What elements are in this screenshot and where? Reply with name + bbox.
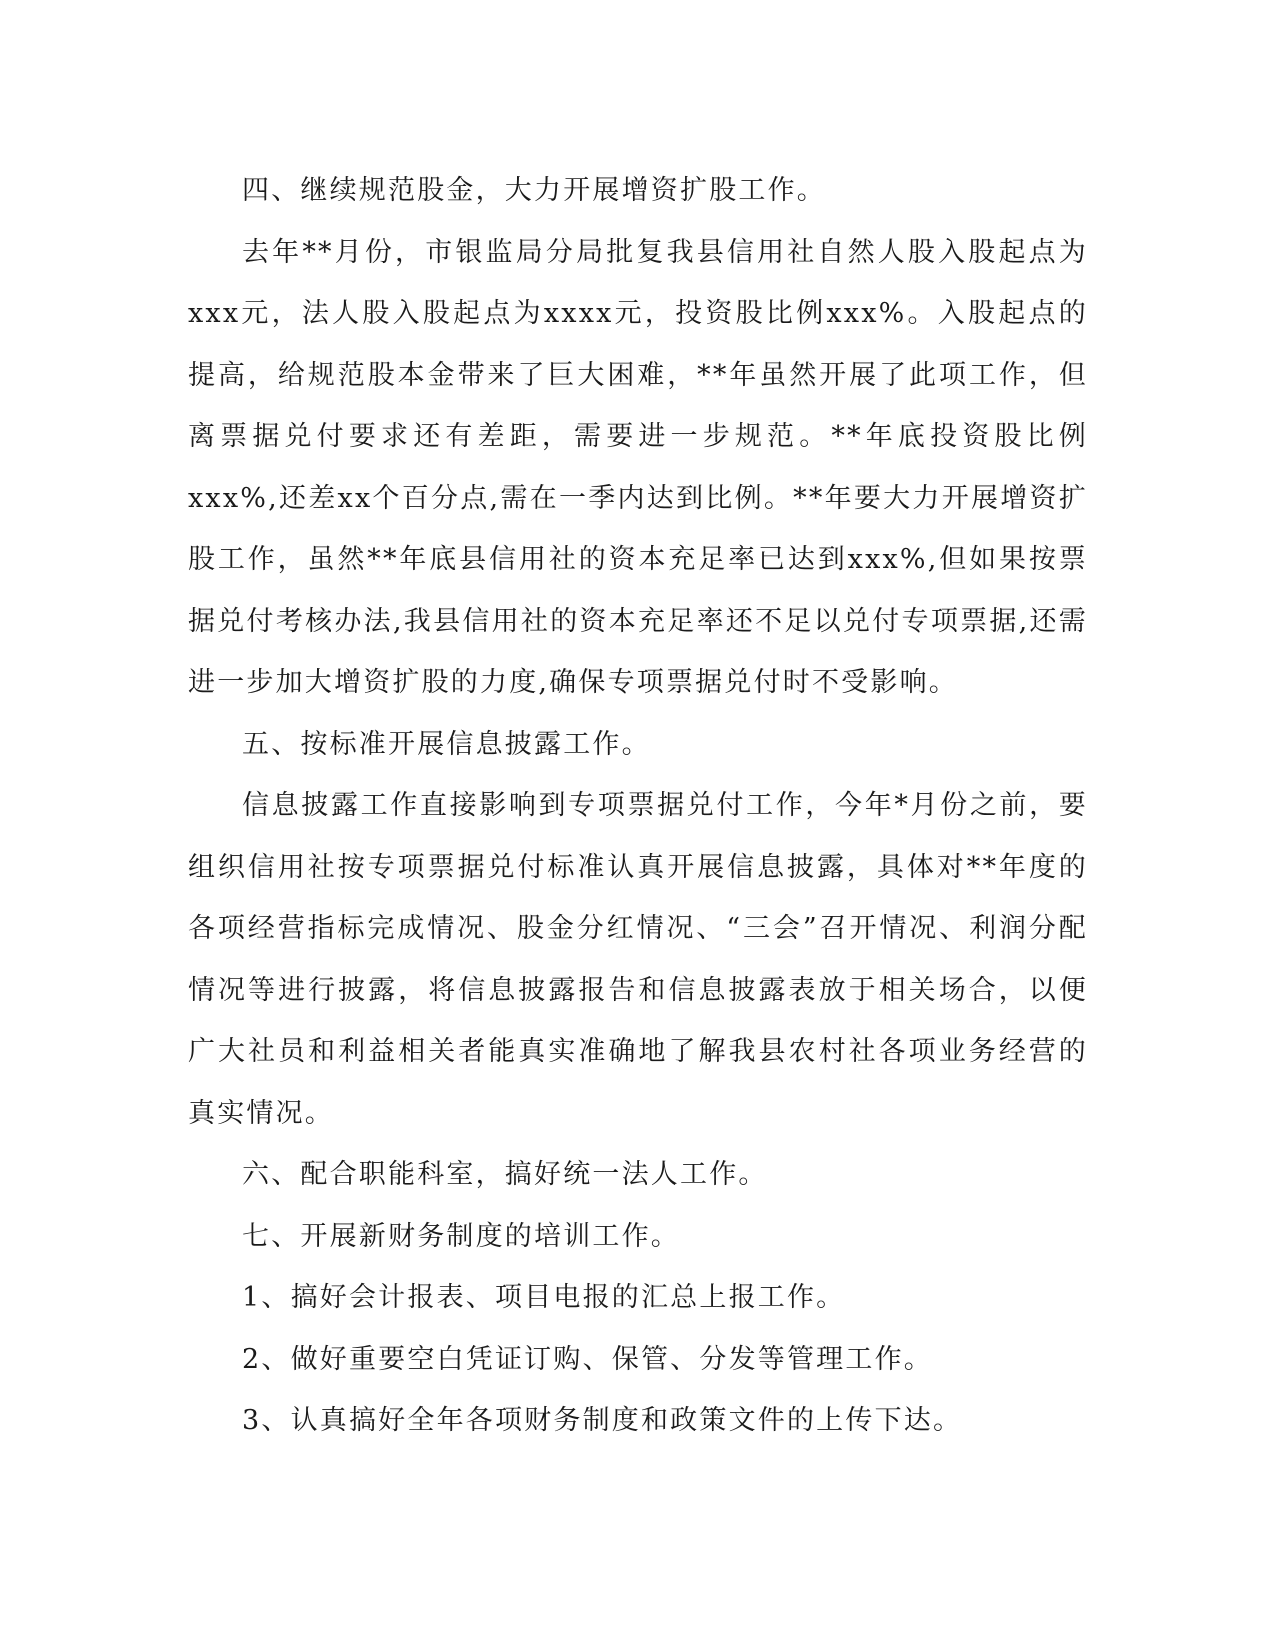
list-item-1: 1、搞好会计报表、项目电报的汇总上报工作。 <box>242 1282 846 1313</box>
section-heading-5: 五、按标准开展信息披露工作。 <box>242 728 651 760</box>
section-heading-6: 六、配合职能科室，搞好统一法人工作。 <box>242 1159 768 1190</box>
section-heading-4: 四、继续规范股金，大力开展增资扩股工作。 <box>242 175 826 206</box>
document-body <box>188 160 1088 1452</box>
list-item-2: 2、做好重要空白凭证订购、保管、分发等管理工作。 <box>242 1343 933 1375</box>
body-paragraph-share-capital: 去年**月份，市银监局分局批复我县信用社自然人股入股起点为xxx元，法人股入股起点为xxxx元，投资股比例xxx%。入股起点的提高，给规范股本金带来了巨大困难，**年虽然开展了此项工作，但离票据兑付要求还有差距，需要进一步规范。**年底投资股比例xxx%,还差xx个百分点,需在一季内达到比例。**年要大力开展增资扩股工作，虽然**年底县信用社的资本充足率已达到xxx%,但如果按票据兑付考核办法,我县信用社的资本充足率还不足以兑付专项票据,还需进一步加大增资扩股的力度,确保专项票据兑付时不受影响。 <box>188 236 1088 698</box>
body-paragraph-disclosure: 信息披露工作直接影响到专项票据兑付工作，今年*月份之前，要组织信用社按专项票据兑付标准认真开展信息披露，具体对**年度的各项经营指标完成情况、股金分红情况、“三会”召开情况、利润分配情况等进行披露，将信息披露报告和信息披露表放于相关场合，以便广大社员和利益相关者能真实准确地了解我县农村社各项业务经营的真实情况。 <box>188 790 1088 1129</box>
list-item-3: 3、认真搞好全年各项财务制度和政策文件的上传下达。 <box>242 1405 963 1436</box>
section-heading-7: 七、开展新财务制度的培训工作。 <box>242 1220 680 1252</box>
